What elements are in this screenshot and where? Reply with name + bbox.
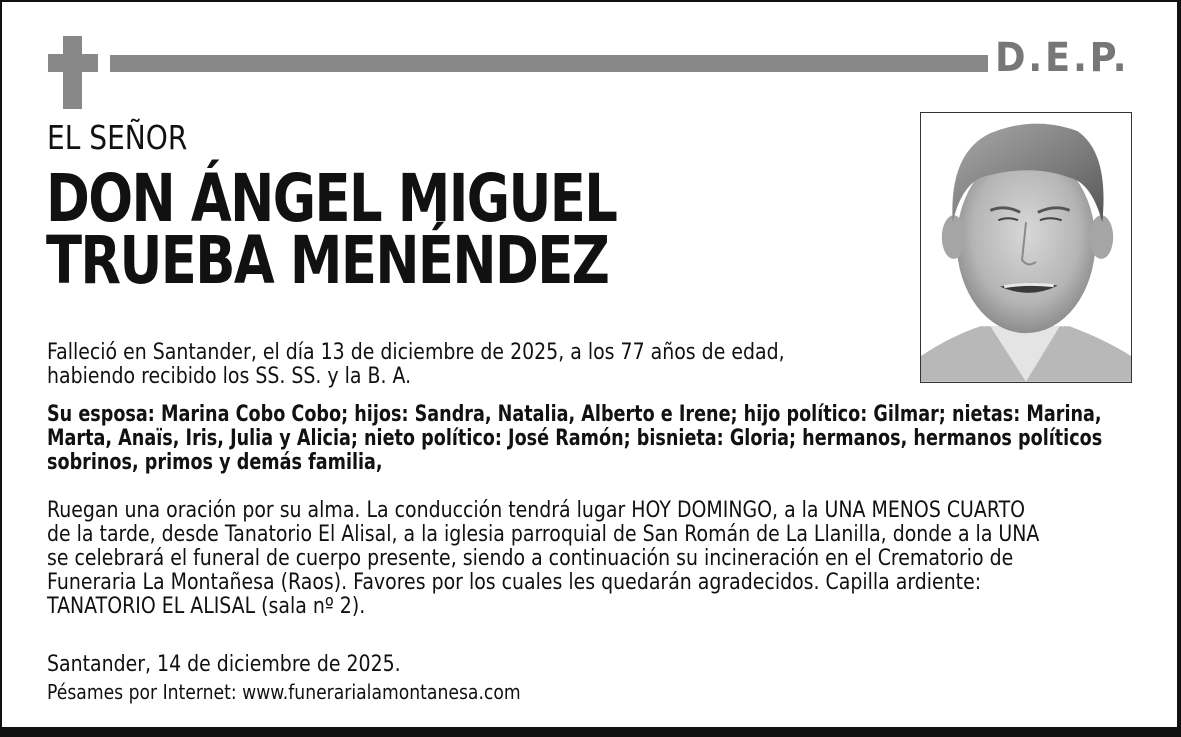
cross-vertical-bar <box>63 36 82 109</box>
header-rule <box>110 55 988 72</box>
deceased-name <box>46 160 617 299</box>
ceremony-line: de la tarde, desde Tanatorio El Alisal, a la iglesia parroquial de San Román de La Llanilla, donde a la UNA <box>47 522 1040 547</box>
family-line: Marta, Anaïs, Iris, Julia y Alicia; nieto político: José Ramón; bisnieta: Gloria; hermanos, hermanos políticos <box>47 426 1103 451</box>
portrait-photo <box>920 112 1132 383</box>
ceremony-details <box>47 499 1039 619</box>
cross-horizontal-bar <box>48 54 98 72</box>
family-line: Su esposa: Marina Cobo Cobo; hijos: Sandra, Natalia, Alberto e Irene; hijo político: Gilmar; nietas: Marina, <box>47 402 1102 427</box>
ceremony-line: TANATORIO EL ALISAL (sala nº 2). <box>47 594 366 619</box>
death-notice-line: habiendo recibido los SS. SS. y la B. A. <box>47 364 412 389</box>
family-line: sobrinos, primos y demás familia, <box>47 450 383 475</box>
dep-label: D.E.P. <box>995 35 1130 81</box>
honorific: EL SEÑOR <box>47 118 188 157</box>
place-date: Santander, 14 de diciembre de 2025. <box>47 652 401 677</box>
condolences-website[interactable]: Pésames por Internet: www.funerarialamontanesa.com <box>47 680 521 704</box>
portrait-image <box>921 113 1131 382</box>
deceased-name-line-1: DON ÁNGEL MIGUEL <box>46 160 617 237</box>
death-notice-line: Falleció en Santander, el día 13 de diciembre de 2025, a los 77 años de edad, <box>47 340 785 365</box>
family-list <box>47 403 1102 475</box>
ceremony-line: Funeraria La Montañesa (Raos). Favores por los cuales les quedarán agradecidos. Capilla ardiente: <box>47 570 982 595</box>
ceremony-line: se celebrará el funeral de cuerpo presente, siendo a continuación su incineración en el Crematorio de <box>47 546 1014 571</box>
deceased-name-line-2: TRUEBA MENÉNDEZ <box>46 222 609 299</box>
death-notice <box>47 341 785 389</box>
ceremony-line: Ruegan una oración por su alma. La conducción tendrá lugar HOY DOMINGO, a la UNA MENOS CUARTO <box>47 498 1026 523</box>
